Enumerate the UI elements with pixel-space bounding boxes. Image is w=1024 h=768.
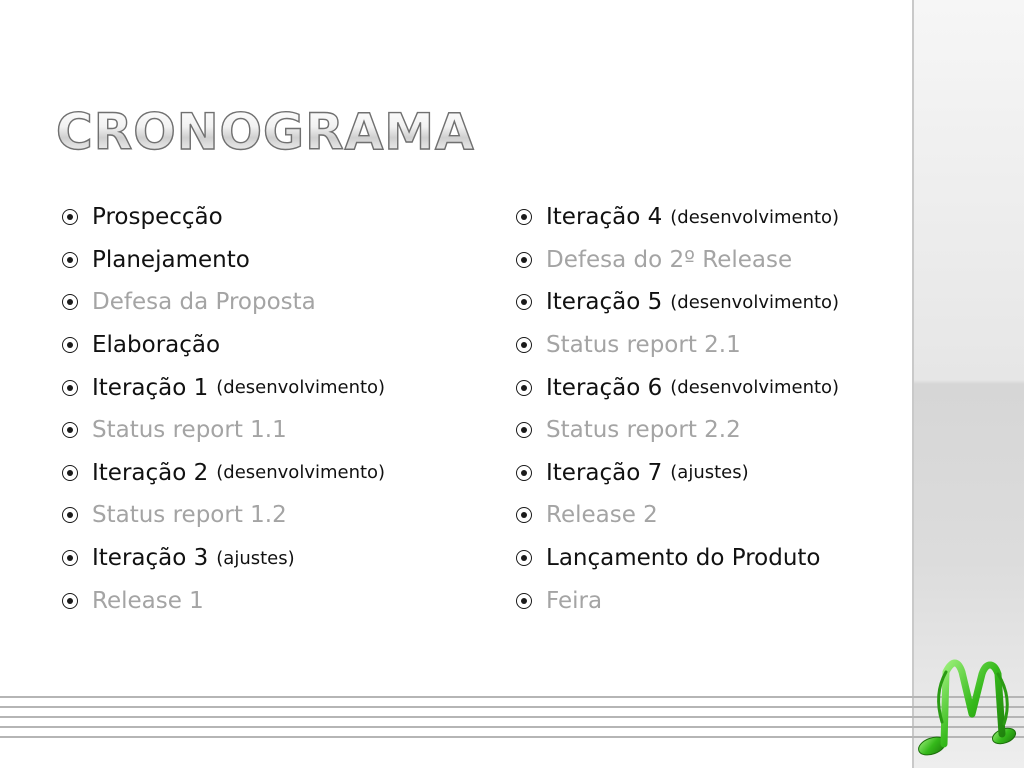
schedule-item-label: Planejamento: [92, 246, 250, 273]
radio-bullet-icon: [516, 252, 532, 268]
left-schedule-list: [62, 196, 502, 622]
schedule-item-note: (desenvolvimento): [670, 291, 840, 313]
schedule-item: [516, 409, 906, 452]
staff-line: [0, 736, 1024, 738]
staff-line: [0, 706, 1024, 708]
schedule-item-label: Iteração 3: [92, 545, 209, 572]
radio-bullet-icon: [62, 294, 78, 310]
schedule-item-label: Iteração 5: [546, 289, 663, 316]
schedule-item-note: (desenvolvimento): [216, 462, 386, 484]
radio-bullet-icon: [516, 507, 532, 523]
schedule-item-note: (desenvolvimento): [670, 377, 840, 399]
schedule-item: [516, 494, 906, 537]
schedule-item-label: Release 1: [92, 587, 204, 614]
schedule-item-label: Status report 1.2: [92, 502, 287, 529]
right-schedule-list: [516, 196, 906, 622]
schedule-item-label: Iteração 7: [546, 459, 663, 486]
staff-line: [0, 696, 1024, 698]
schedule-item: [62, 452, 502, 495]
schedule-item-label: Defesa da Proposta: [92, 289, 316, 316]
radio-bullet-icon: [516, 209, 532, 225]
schedule-item: [516, 366, 906, 409]
staff-line: [0, 716, 1024, 718]
radio-bullet-icon: [516, 593, 532, 609]
radio-bullet-icon: [516, 294, 532, 310]
schedule-item-note: (desenvolvimento): [216, 377, 386, 399]
schedule-item-label: Iteração 6: [546, 374, 663, 401]
schedule-item: [516, 579, 906, 622]
radio-bullet-icon: [62, 465, 78, 481]
radio-bullet-icon: [516, 550, 532, 566]
schedule-item: [62, 494, 502, 537]
schedule-item-label: Iteração 4: [546, 204, 663, 231]
schedule-item-label: Lançamento do Produto: [546, 545, 821, 572]
radio-bullet-icon: [62, 337, 78, 353]
schedule-item: [516, 324, 906, 367]
schedule-item-note: (desenvolvimento): [670, 206, 840, 228]
schedule-item: [62, 324, 502, 367]
radio-bullet-icon: [62, 380, 78, 396]
radio-bullet-icon: [62, 422, 78, 438]
radio-bullet-icon: [516, 337, 532, 353]
schedule-item-label: Status report 1.1: [92, 417, 287, 444]
schedule-item-label: Elaboração: [92, 332, 221, 359]
radio-bullet-icon: [62, 507, 78, 523]
schedule-item: [516, 196, 906, 239]
title-container: [56, 104, 476, 164]
schedule-item-note: (ajustes): [216, 547, 295, 569]
schedule-item: [516, 281, 906, 324]
radio-bullet-icon: [516, 422, 532, 438]
music-note-logo-icon: [912, 652, 1024, 768]
schedule-item-label: Feira: [546, 587, 603, 614]
radio-bullet-icon: [62, 209, 78, 225]
schedule-item: [516, 452, 906, 495]
radio-bullet-icon: [62, 593, 78, 609]
schedule-item: [62, 409, 502, 452]
schedule-item-label: Status report 2.2: [546, 417, 741, 444]
schedule-item: [516, 537, 906, 580]
schedule-item-label: Status report 2.1: [546, 332, 741, 359]
radio-bullet-icon: [62, 550, 78, 566]
schedule-item: [62, 281, 502, 324]
slide-title: CRONOGRAMA: [56, 103, 475, 161]
radio-bullet-icon: [516, 380, 532, 396]
schedule-item: [62, 579, 502, 622]
schedule-item: [62, 366, 502, 409]
staff-line: [0, 726, 1024, 728]
schedule-item: [516, 239, 906, 282]
schedule-item-label: Defesa do 2º Release: [546, 246, 793, 273]
schedule-item-note: (ajustes): [670, 462, 749, 484]
schedule-item: [62, 196, 502, 239]
schedule-item-label: Iteração 2: [92, 459, 209, 486]
schedule-item: [62, 537, 502, 580]
radio-bullet-icon: [516, 465, 532, 481]
schedule-item-label: Release 2: [546, 502, 658, 529]
schedule-item-label: Iteração 1: [92, 374, 209, 401]
radio-bullet-icon: [62, 252, 78, 268]
schedule-item: [62, 239, 502, 282]
schedule-item-label: Prospecção: [92, 204, 223, 231]
